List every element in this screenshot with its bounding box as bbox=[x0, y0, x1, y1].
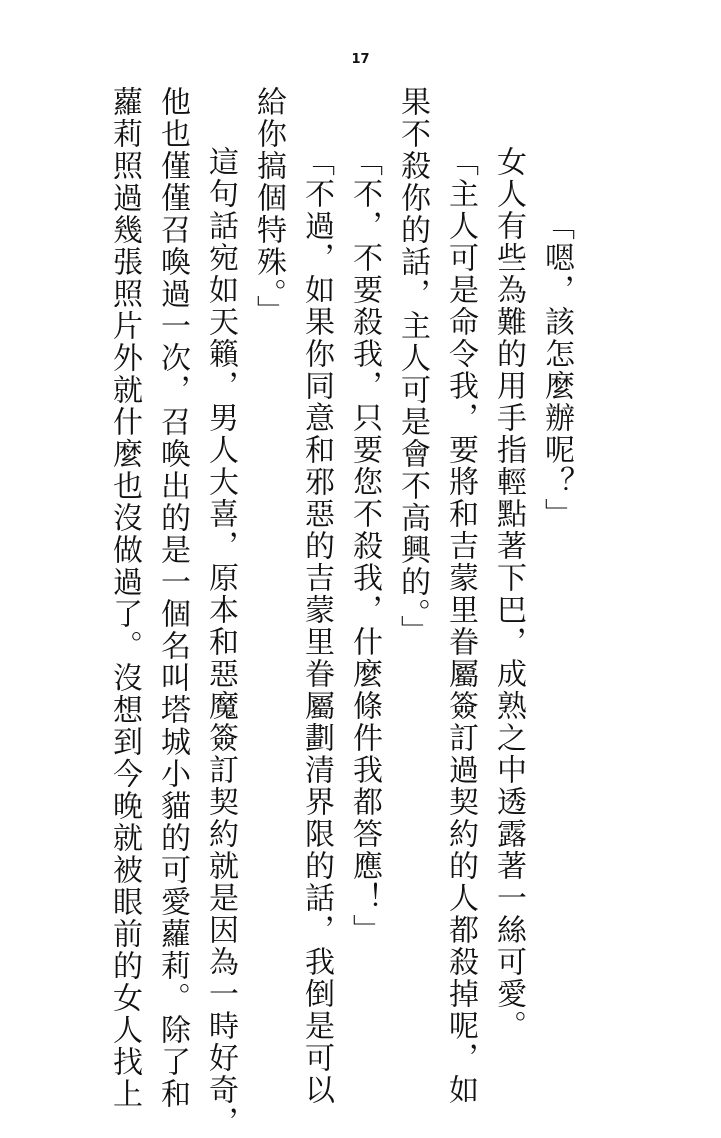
page-number: 17 bbox=[351, 52, 370, 67]
text-line-7: 給你搞個特殊。」 bbox=[251, 86, 286, 327]
text-line-8: 這句話宛如天籟，男人大喜，原本和惡魔簽訂契約就是因為一時好奇， bbox=[203, 146, 238, 1138]
text-line-6: 「不過，如果你同意和邪惡的吉蒙里眷屬劃清界限的話，我倒是可以 bbox=[299, 146, 334, 1106]
text-line-9: 他也僅僅召喚過一次，召喚出的是一個名叫塔城小貓的可愛蘿莉。除了和 bbox=[155, 86, 190, 1110]
text-line-5: 「不，不要殺我，只要您不殺我，什麼條件我都答應！」 bbox=[347, 146, 382, 946]
text-line-1: 「嗯，該怎麼辦呢？」 bbox=[539, 210, 574, 530]
text-line-2: 女人有些為難的用手指輕點著下巴，成熟之中透露著一絲可愛。 bbox=[491, 146, 526, 1042]
text-line-4: 果不殺你的話，主人可是會不高興的。」 bbox=[395, 86, 430, 647]
vertical-text-body bbox=[107, 86, 580, 1138]
text-line-10: 蘿莉照過幾張照片外就什麼也沒做過了。沒想到今晚就被眼前的女人找上 bbox=[107, 86, 142, 1110]
text-line-3: 「主人可是命令我，要將和吉蒙里眷屬簽訂過契約的人都殺掉呢，如 bbox=[443, 146, 478, 1106]
